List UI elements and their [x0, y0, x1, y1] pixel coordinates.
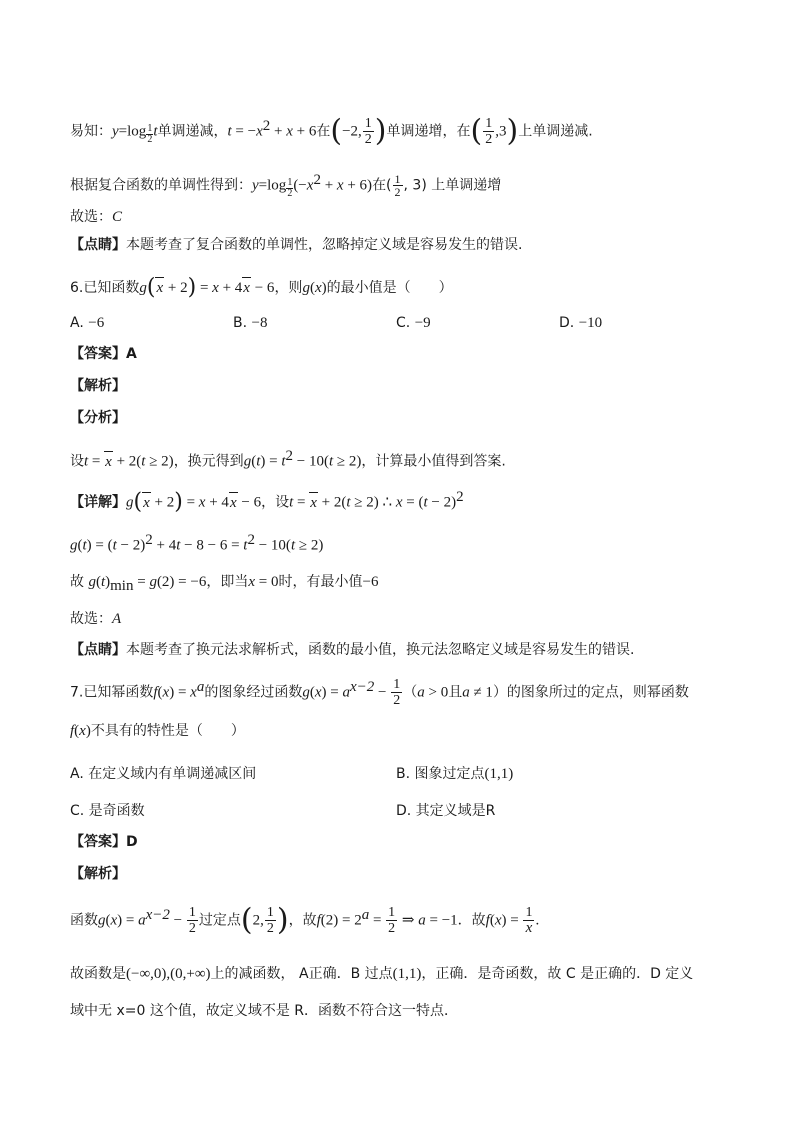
option-7b[interactable]: B. 图象过定点(1,1): [396, 766, 514, 782]
option-6c[interactable]: C. −9: [396, 315, 431, 331]
line-last-1: 故函数是(−∞,0),(0,+∞)上的减函数， A正确．B 过点(1,1)，正确．是奇函数，故 C 是正确的．D 定义: [70, 966, 694, 982]
option-6d[interactable]: D. −10: [559, 315, 603, 331]
line-choose-c: 故选：C: [70, 209, 123, 225]
line-last-2: 域中无 x=0 这个值，故定义域不是 R．函数不符合这一特点．: [70, 1003, 458, 1019]
question-7-line2: f(x)不具有的特性是（ ）: [70, 723, 245, 739]
answer-6: 【答案】A: [70, 346, 137, 362]
option-6a[interactable]: A. −6: [70, 315, 105, 331]
fenxi-6: 【分析】: [70, 410, 126, 426]
option-7d[interactable]: D. 其定义域是R: [396, 803, 496, 819]
line-note-1: 【点睛】本题考查了复合函数的单调性，忽略掉定义域是容易发生的错误.: [70, 237, 523, 253]
line-note-2: 【点睛】本题考查了换元法求解析式，函数的最小值，换元法忽略定义域是容易发生的错误.: [70, 642, 635, 658]
question-7: 7.已知幂函数$f(x) = x^a$的图象经过函数$g(x) = a^{x-2}$ − $\frac{1}{2}$ （a > 0且a ≠ 1）的图象所过的定点，则幂函数: [70, 677, 689, 709]
line-g-t: $g(t) = (t - 2)^2 + 4t - 8 - 6 = t^2 - 10(t \ge 2)$: [70, 532, 324, 554]
option-7a[interactable]: A. 在定义域内有单调递减区间: [70, 766, 257, 782]
analysis-7: 【解析】: [70, 866, 126, 882]
question-6: 6.已知函数g(x + 2) = x + 4x − 6，则g(x)的最小值是（ ）: [70, 275, 453, 300]
line-fn-7: 函数$g(x) = a^{x-2}$ − $\frac{1}{2}$ 过定点(2, $\frac{1}{2}$ )，故$f(2) = 2^a$ = $\frac{1}{2}$ ⇒ a = −1．故f(x) = $\frac{1}{x}$ .: [70, 902, 540, 938]
line-choose-a: 故选：A: [70, 611, 122, 627]
line-composite: 根据复合函数的单调性得到：y=log $\frac{1}{2}$ $(-x^2 + x + 6)$在( $\frac{1}{2}$ , 3) 上单调递增: [70, 172, 502, 200]
analysis-6: 【解析】: [70, 378, 126, 394]
answer-7: 【答案】D: [70, 834, 138, 850]
line-monotonic-1: 易知：y=log $\frac{1}{2}$ t单调递减，$t = -x^2 + x + 6$在(−2, $\frac{1}{2}$ )单调递增，在( $\frac{1}{2}$ ,3)上单调递减.: [70, 113, 593, 149]
option-6b[interactable]: B. −8: [233, 315, 268, 331]
line-substitute: 设t = x + 2(t ≥ 2)，换元得到$g(t) = t^2 - 10(t \ge 2)$，计算最小值得到答案.: [70, 448, 506, 470]
line-min: 故 $g(t)_{min} = g(2) = -6$，即当x = 0时，有最小值−6: [70, 574, 379, 594]
option-7c[interactable]: C. 是奇函数: [70, 803, 145, 819]
line-detail: 【详解】g(x + 2) = x + 4x − 6，设t = x + 2(t ≥ 2) ∴ $x = (t - 2)^2$: [70, 489, 464, 515]
